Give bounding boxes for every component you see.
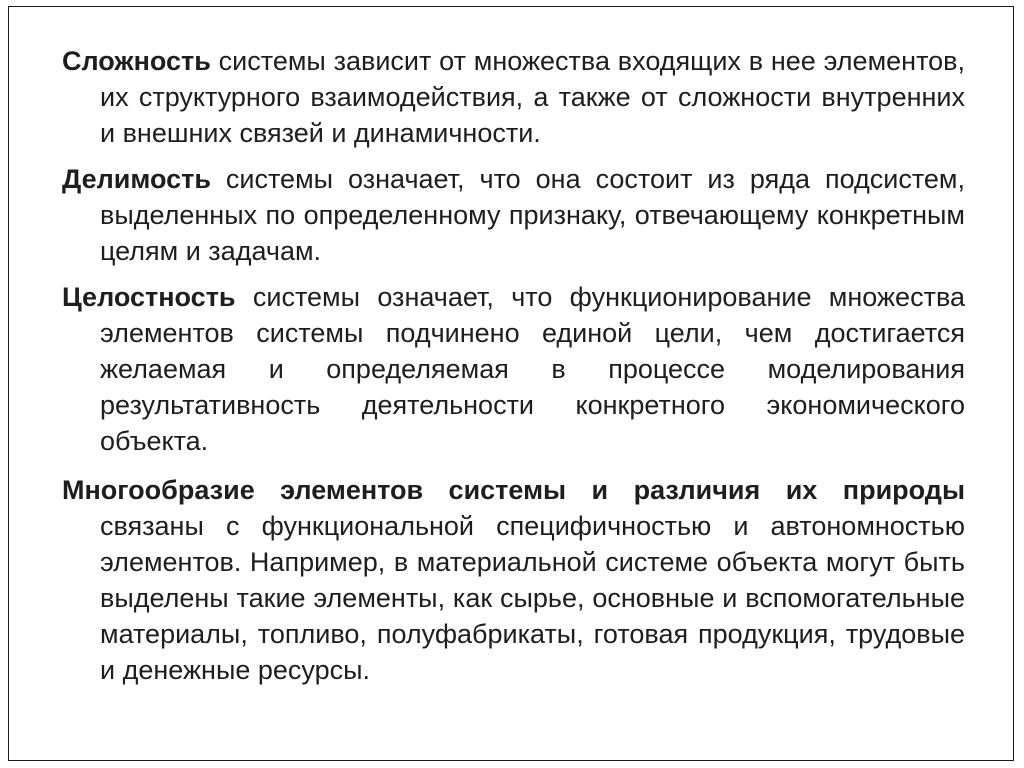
term-diversity: Многообразие элементов системы и различия их природы <box>62 475 965 505</box>
paragraph-complexity-text: системы зависит от множества входящих в нее элементов, их структурного взаимодействия, а также от сложности внутренних и внешних связей и динамичности. <box>100 46 965 148</box>
paragraph-integrity-text: системы означает, что функционирование множества элементов системы подчинено единой цели, чем достигается желаемая и определяемая в процессе моделирования результативность деятельности конкретного экономического объекта. <box>100 282 965 456</box>
term-integrity: Целостность <box>62 282 236 312</box>
paragraph-divisibility <box>62 161 965 269</box>
term-divisibility: Делимость <box>62 164 211 194</box>
paragraph-integrity <box>62 279 965 459</box>
paragraph-divisibility-text: системы означает, что она состоит из ряда подсистем, выделенных по определенному признаку, отвечающему конкретным целям и задачам. <box>100 164 965 266</box>
slide-content <box>62 43 965 698</box>
paragraph-diversity-text: связаны с функциональной специфичностью и автономностью элементов. Например, в материальной системе объекта могут быть выделены такие элементы, как сырье, основные и вспомогательные материалы, топливо, полуфабрикаты, готовая продукция, трудовые и денежные ресурсы. <box>100 511 965 685</box>
term-complexity: Сложность <box>62 46 211 76</box>
paragraph-diversity <box>62 472 965 688</box>
paragraph-complexity <box>62 43 965 151</box>
